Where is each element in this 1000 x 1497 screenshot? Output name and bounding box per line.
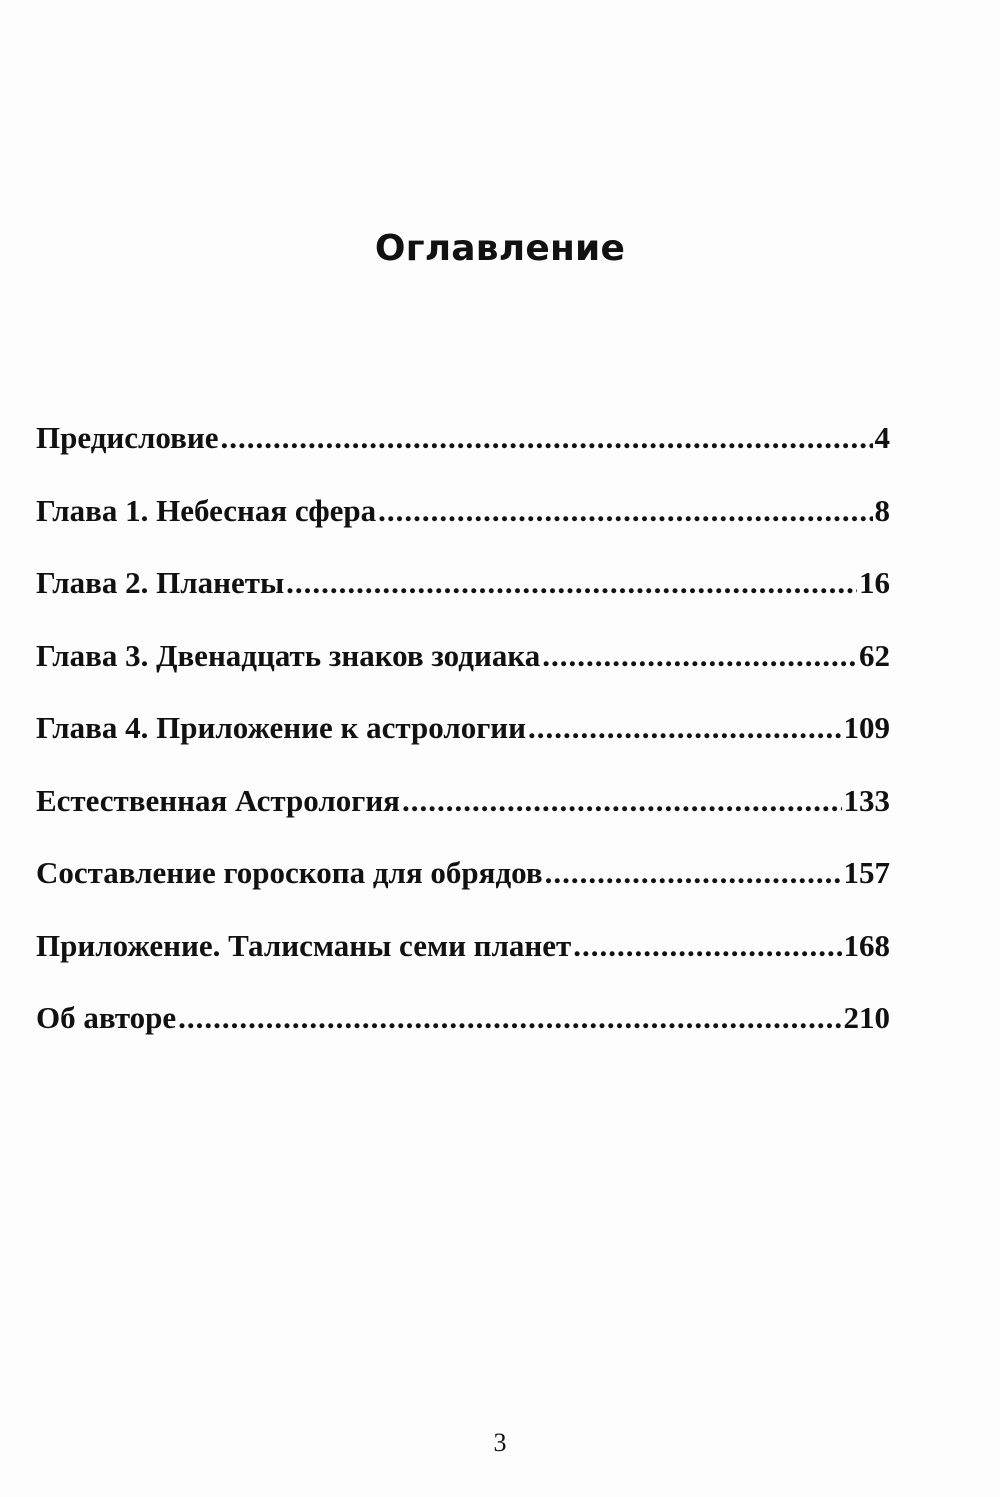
page-number: 3 (493, 1428, 507, 1457)
toc-entry-talismans (36, 928, 890, 1001)
toc-entry-page: 62 (859, 637, 890, 673)
toc-entry-label: Глава 1. Небесная сфера (36, 492, 377, 528)
page-title: Оглавление (374, 228, 626, 269)
toc-entry-label: Составление гороскопа для обрядов (36, 855, 543, 890)
toc-leader-dots (178, 1000, 841, 1036)
toc-leader-dots (573, 928, 841, 964)
toc-leader-dots (402, 783, 842, 819)
toc-entry-chapter-4 (36, 710, 890, 783)
toc-entry-label: Глава 4. Приложение к астрологии (36, 710, 527, 745)
toc-leader-dots (378, 493, 872, 529)
toc-entry-page: 4 (874, 420, 890, 455)
toc-leader-dots (545, 855, 842, 891)
toc-entry-label: Об авторе (36, 1000, 177, 1035)
toc-entry-natural-astrology (36, 783, 890, 856)
toc-entry-page: 8 (874, 492, 890, 528)
toc-entry-label: Глава 3. Двенадцать знаков зодиака (36, 637, 541, 673)
toc-entry-page: 109 (843, 710, 890, 745)
toc-entry-about-author (36, 1000, 890, 1073)
toc-entry-page: 168 (843, 927, 890, 963)
toc-entry-horoscope (36, 855, 890, 928)
toc-leader-dots (221, 420, 873, 456)
toc-entry-chapter-2 (36, 565, 890, 638)
toc-entry-page: 133 (843, 782, 890, 818)
toc-entry-label: Предисловие (36, 420, 219, 455)
toc-entry-chapter-1 (36, 493, 890, 566)
toc-leader-dots (528, 710, 841, 746)
toc-entry-label: Приложение. Талисманы семи планет (36, 927, 572, 963)
table-of-contents (36, 420, 890, 1073)
toc-entry-page: 157 (843, 855, 890, 890)
toc-entry-preface (36, 420, 890, 493)
toc-entry-page: 210 (843, 1000, 890, 1035)
toc-leader-dots (286, 565, 857, 601)
toc-leader-dots (542, 638, 857, 674)
toc-entry-page: 16 (859, 565, 890, 600)
toc-entry-label: Естественная Астрология (36, 782, 400, 818)
toc-entry-chapter-3 (36, 638, 890, 711)
toc-entry-label: Глава 2. Планеты (36, 565, 285, 600)
